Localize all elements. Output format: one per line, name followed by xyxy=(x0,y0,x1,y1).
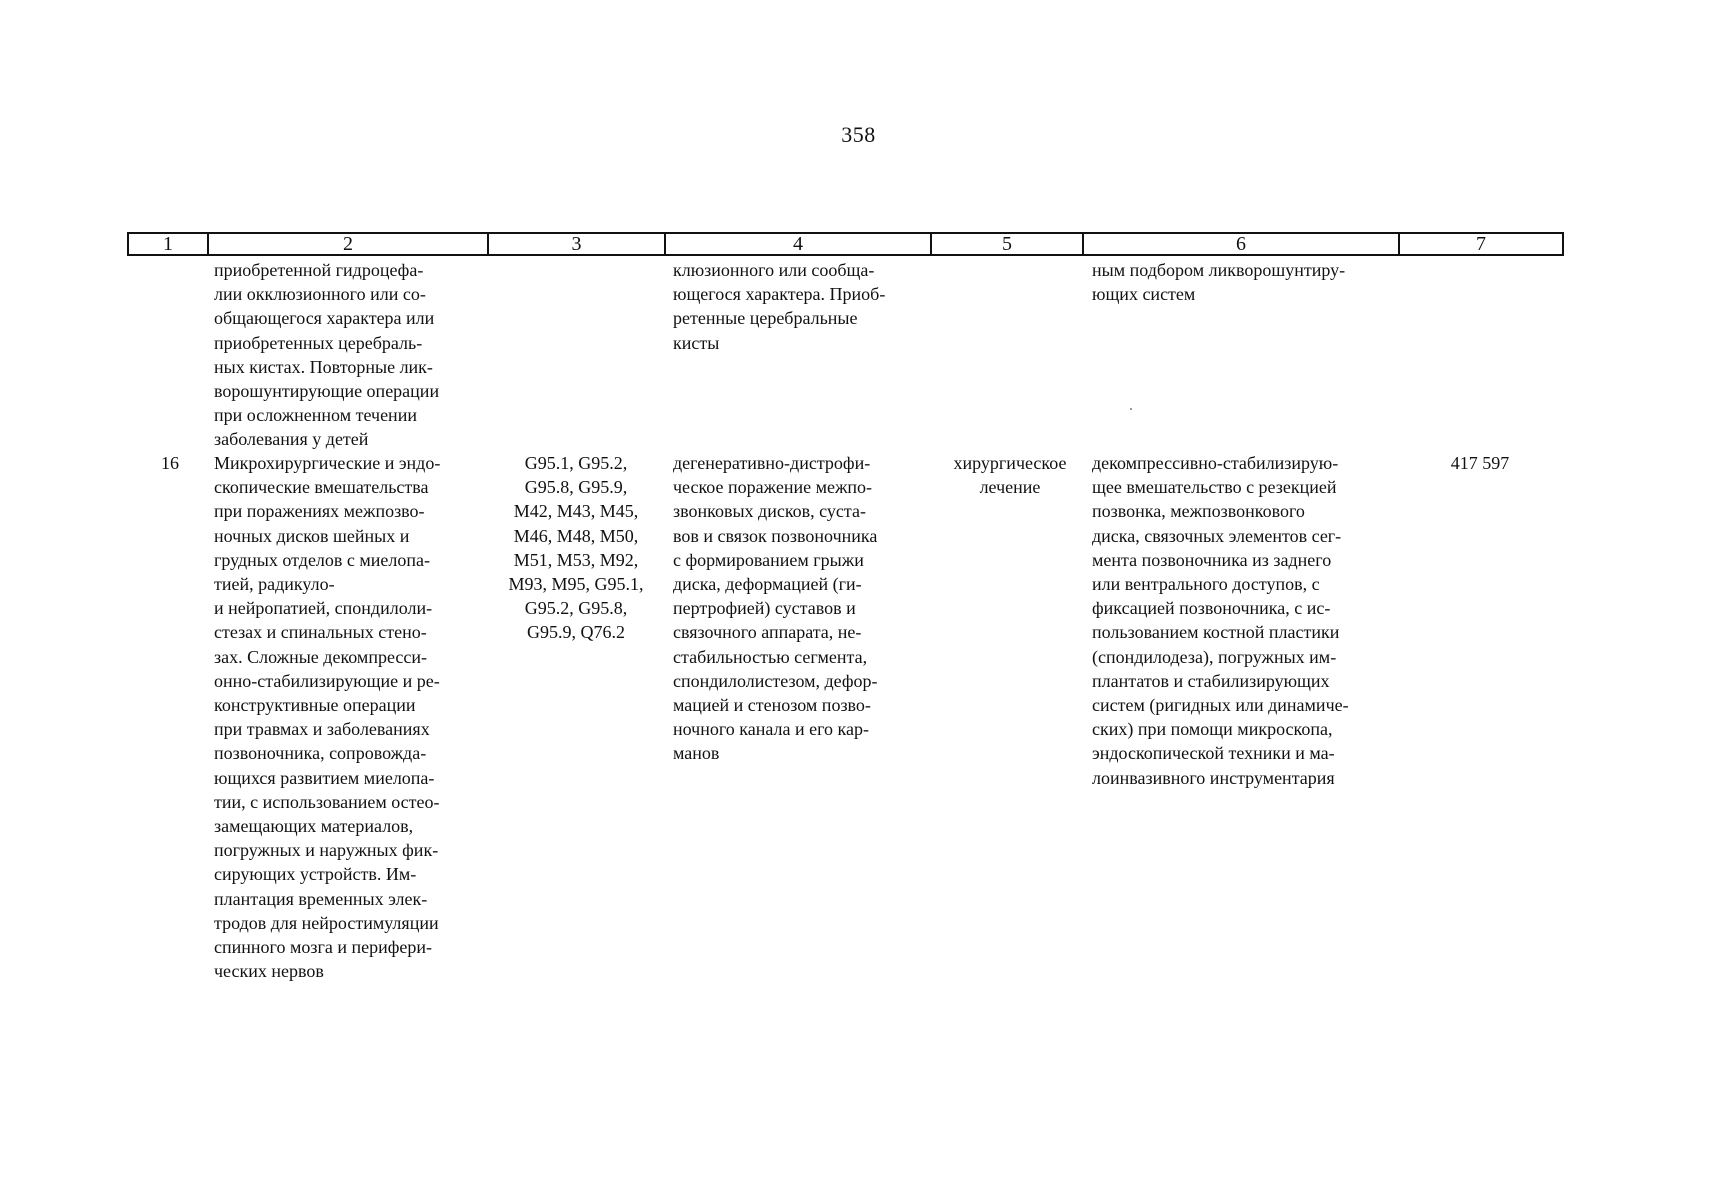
header-col-5: 5 xyxy=(1002,233,1012,255)
row-16-col4: дегенеративно-дистрофи- ческое поражение межпо- звонковых дисков, суста- вов и связок позвоночника с формированием грыжи диска, деформацией (ги- пертрофией) суставов и связочного аппарата, не- стабильностью сегмента, спондилолистезом, дефор- мацией и стенозом позво- ночного канала и его кар- манов xyxy=(673,453,878,764)
row-16-col2: Микрохирургические и эндо- скопические вмешательства при поражениях межпозво- ночных дисков шейных и грудных отделов с миелопа- тией, радикуло- и нейропатией, спондилоли- стезах и спинальных стено- зах. Сложные декомпресси- онно-стабилизирующие и ре- конструктивные операции при травмах и заболеваниях позвоночника, сопровожда- ющихся развитием миелопа- тии, с использованием остео- замещающих материалов, погружных и наружных фик- сирующих устройств. Им- плантация временных элек- тродов для нейростимуляции спинного мозга и перифери- ческих нервов xyxy=(214,453,441,982)
row-16-number: 16 xyxy=(161,453,179,473)
header-col-2: 2 xyxy=(343,233,353,255)
page-number: 358 xyxy=(841,122,876,147)
row-16-col3-codes: G95.1, G95.2, G95.8, G95.9, M42, M43, M45, M46, M48, M50, M51, M53, M92, M93, M95, G95.1, G95.2, G95.8, G95.9, Q76.2 xyxy=(508,453,644,643)
continuation-col4: клюзионного или сообща- ющегося характера. Приоб- ретенные церебральные кисты xyxy=(673,260,886,353)
header-col-7: 7 xyxy=(1476,233,1486,255)
header-col-6: 6 xyxy=(1236,233,1246,255)
header-col-4: 4 xyxy=(793,233,803,255)
continuation-col2: приобретенной гидроцефа- лии окклюзионного или со- общающегося характера или приобретенных церебраль- ных кистах. Повторные лик- ворошунтирующие операции при осложненном течении заболевания у детей xyxy=(214,260,440,450)
row-16-col7-cost: 417 597 xyxy=(1450,453,1510,473)
continuation-col6: ным подбором ликворошунтиру- ющих систем xyxy=(1092,260,1346,305)
header-col-3: 3 xyxy=(571,233,582,255)
row-16-col5: хирургическое лечение xyxy=(953,453,1067,498)
row-16-col6: декомпрессивно-стабилизирую- щее вмешательство с резекцией позвонка, межпозвонкового диска, связочных элементов сег- мента позвоночника из заднего или вентрального доступов, с фиксацией позвоночника, с ис- пользованием костной пластики (спондилодеза), погружных им- плантатов и стабилизирующих систем (ригидных или динамиче- ских) при помощи микроскопа, эндоскопической техники и ма- лоинвазивного инструментария xyxy=(1092,453,1349,788)
scan-speck xyxy=(1130,408,1132,410)
header-col-1: 1 xyxy=(163,233,173,255)
table-header-row xyxy=(127,232,1564,256)
